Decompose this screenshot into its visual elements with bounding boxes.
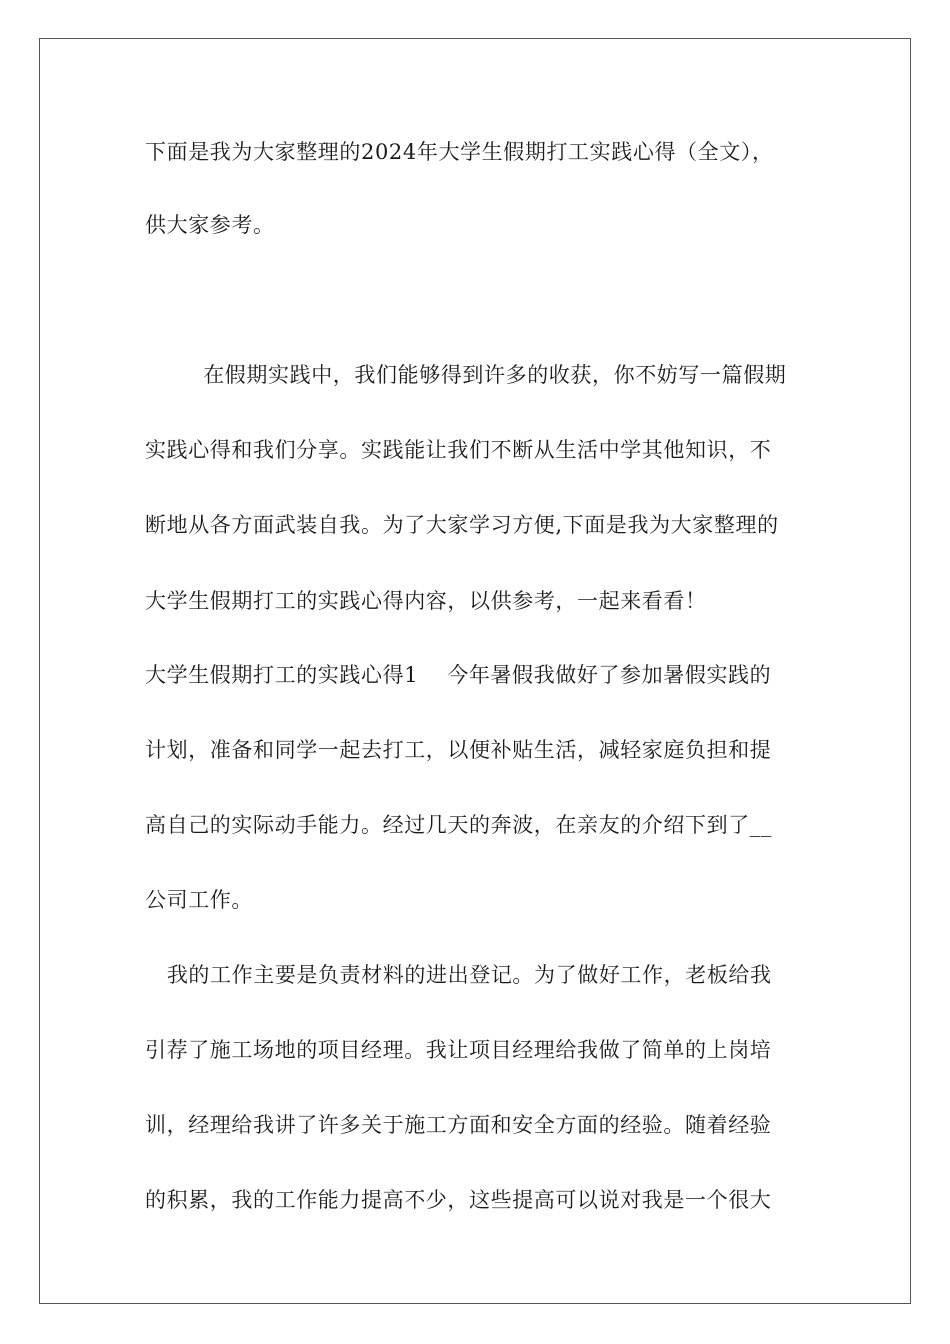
text-line: 供大家参考。 xyxy=(145,213,275,237)
text-line: 高自己的实际动手能力。经过几天的奔波，在亲友的介绍下到了__ xyxy=(145,813,772,837)
text-line: 大学生假期打工的实践心得1 今年暑假我做好了参加暑假实践的 xyxy=(145,663,772,687)
text-line: 我的工作主要是负责材料的进出登记。为了做好工作，老板给我 xyxy=(145,963,772,987)
text-line: 在假期实践中，我们能够得到许多的收获，你不妨写一篇假期 xyxy=(145,363,787,387)
text-line: 公司工作。 xyxy=(145,888,253,912)
text-line: 计划，准备和同学一起去打工，以便补贴生活，减轻家庭负担和提 xyxy=(145,738,772,762)
text-line: 下面是我为大家整理的2024年大学生假期打工实践心得（全文）， xyxy=(145,140,774,164)
text-line: 训，经理给我讲了许多关于施工方面和安全方面的经验。随着经验 xyxy=(145,1113,772,1137)
text-line: 的积累，我的工作能力提高不少，这些提高可以说对我是一个很大 xyxy=(145,1188,772,1212)
text-line: 断地从各方面武装自我。为了大家学习方便,下面是我为大家整理的 xyxy=(145,513,779,537)
text-line: 大学生假期打工的实践心得内容，以供参考，一起来看看！ xyxy=(145,589,707,613)
text-line: 实践心得和我们分享。实践能让我们不断从生活中学其他知识，不 xyxy=(145,438,772,462)
text-line: 引荐了施工场地的项目经理。我让项目经理给我做了简单的上岗培 xyxy=(145,1038,772,1062)
